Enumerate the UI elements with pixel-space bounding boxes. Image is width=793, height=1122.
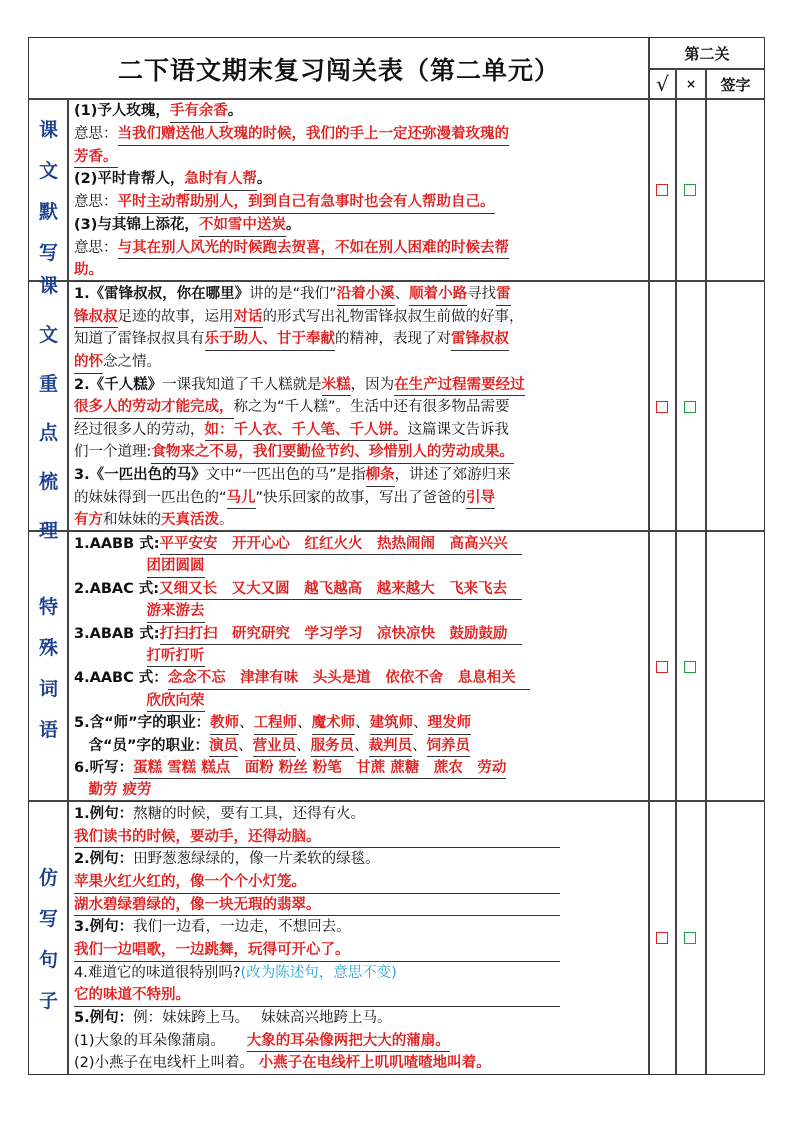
correct-checkbox[interactable] — [656, 932, 668, 944]
text-line — [74, 871, 644, 894]
wrong-checkbox[interactable] — [684, 184, 696, 196]
answer-text: 教师 — [210, 714, 239, 734]
prompt-text — [74, 603, 147, 619]
prompt-text: (2)小燕子在电线杆上叫着。 — [74, 1055, 259, 1072]
prompt-text: 例：妹妹跨上马。 妹妹高兴地跨上马。 — [133, 1009, 392, 1026]
review-table — [28, 37, 765, 1075]
check-header: √ — [656, 72, 669, 96]
text-line — [74, 555, 644, 577]
text-line — [74, 509, 644, 532]
divider — [675, 69, 677, 1074]
signature-cell[interactable] — [707, 802, 764, 1074]
answer-text: 柳条 — [366, 466, 395, 487]
answer-text: 理发师 — [428, 714, 472, 734]
text-line — [74, 533, 644, 555]
answer-text: 魔术师 — [312, 714, 356, 734]
text-line — [74, 939, 644, 962]
text-line — [74, 757, 644, 779]
prompt-text: 2.例句： — [74, 851, 134, 868]
prompt-text: 3.ABAB 式: — [74, 625, 160, 642]
prompt-text: 4.难道它的味道很特别吗? — [74, 964, 241, 981]
prompt-text: (2)平时肯帮人， — [74, 171, 185, 188]
answer-text: 急时有人帮 — [184, 170, 257, 191]
text-line — [74, 826, 644, 849]
prompt-text: 、 — [354, 737, 369, 754]
page-title: 二下语文期末复习闯关表（第二单元） — [117, 55, 560, 85]
text-line — [74, 1007, 644, 1030]
prompt-text: 5.例句： — [74, 1009, 134, 1026]
prompt-text: 田野葱葱绿绿的，像一片柔软的绿毯。 — [133, 851, 380, 868]
section-label-special-words — [29, 532, 68, 801]
answer-text: 念念不忘 津津有味 头头是道 依依不舍 息息相关 — [168, 669, 531, 689]
section-label-text — [48, 190, 49, 191]
answer-text: 大象的耳朵像两把大大的蒲扇。 — [247, 1032, 450, 1053]
answer-text: 平平安安 开开心心 红红火火 热热闹闹 高高兴兴 — [160, 535, 523, 555]
section-label-char: 理 — [38, 519, 58, 542]
answer-text: 蛋糕 雪糕 糕点 面粉 粉丝 粉笔 甘蔗 蔗糖 蔗农 劳动 — [133, 759, 506, 779]
answer-text: 手有余香 — [170, 102, 228, 123]
text-line — [74, 374, 644, 397]
wrong-checkbox[interactable] — [684, 401, 696, 413]
answer-text: 打听打听 — [147, 647, 205, 667]
prompt-text: 念之情。 — [103, 353, 161, 370]
answer-text: 马儿 — [227, 489, 256, 510]
prompt-text: ，因为 — [350, 376, 395, 393]
section-label-char: 课 — [38, 119, 58, 141]
prompt-text: 、 — [238, 737, 253, 754]
text-line — [74, 351, 644, 374]
prompt-text: (3)与其锦上添花， — [74, 216, 199, 233]
prompt-text: 文中“一匹出色的马”是指 — [205, 467, 366, 483]
text-line — [74, 645, 644, 667]
section-label-char: 重 — [38, 372, 58, 395]
answer-text: 我们读书的时候，要动手，还得动脑。 — [74, 828, 560, 849]
correct-checkbox[interactable] — [656, 184, 668, 196]
text-line — [74, 487, 644, 510]
text-line — [74, 984, 644, 1007]
text-line — [74, 690, 644, 712]
answer-text: 米糕 — [322, 376, 351, 397]
prompt-text: 。 — [219, 512, 234, 529]
prompt-text — [74, 648, 147, 664]
text-line — [74, 328, 644, 351]
answer-text: 建筑师 — [370, 714, 414, 734]
answer-text: 欣欣向荣 — [147, 692, 205, 712]
prompt-text: 讲的是“我们” — [249, 286, 337, 302]
answer-text: 勤劳 疲劳 — [89, 781, 152, 801]
text-line — [74, 916, 644, 939]
text-line — [74, 441, 644, 464]
prompt-text: 一课我知道了千人糕就是 — [162, 376, 322, 393]
signature-cell[interactable] — [707, 282, 764, 531]
text-line — [74, 168, 644, 191]
section-content-special-words — [74, 533, 644, 802]
signature-cell[interactable] — [707, 99, 764, 281]
answer-text: 很多人的劳动才能完成， — [74, 398, 234, 419]
answer-text: 顺着小路 — [409, 285, 467, 306]
prompt-text: 、 — [239, 715, 254, 732]
level-header: 第二关 — [684, 44, 730, 63]
prompt-text: ”快乐回家的故事，写出了爸爸的 — [255, 489, 467, 506]
prompt-text: 、 — [412, 737, 427, 754]
section-label-char: 仿 — [38, 867, 58, 889]
prompt-text: (1)予人玫瑰， — [74, 103, 170, 119]
prompt-text: 、 — [394, 286, 410, 302]
prompt-text: ，讲述了郊游归来 — [394, 467, 511, 483]
text-line — [74, 283, 644, 306]
text-line — [74, 735, 644, 757]
text-line — [74, 306, 644, 329]
text-line — [74, 396, 644, 419]
instruction-hint: (改为陈述句，意思不变) — [240, 964, 397, 981]
text-line — [74, 667, 644, 689]
answer-text: 不如雪中送炭 — [199, 216, 286, 237]
section-label-char: 语 — [38, 718, 58, 741]
section-label-char: 特 — [38, 595, 58, 618]
answer-text: 食物来之不易，我们要勤俭节约、珍惜别人的劳动成果。 — [151, 443, 514, 464]
prompt-text: 的精神，表现了对 — [335, 331, 451, 348]
prompt-text: 寻找 — [467, 286, 497, 302]
section-label-text — [48, 406, 49, 407]
answer-text: 团团圆圆 — [147, 557, 205, 577]
prompt-text: 熬糖的时候，要有工具，还得有火。 — [133, 806, 366, 822]
prompt-text: 。 — [285, 216, 301, 233]
answer-text: 引导 — [466, 489, 495, 510]
prompt-text: 意思： — [74, 194, 118, 210]
answer-text: 营业员 — [253, 737, 297, 757]
section-label-char: 句 — [38, 949, 58, 971]
section-label-char: 课 — [38, 274, 58, 297]
text-line — [74, 600, 644, 622]
answer-text: 裁判员 — [369, 737, 413, 757]
text-line — [74, 419, 644, 442]
prompt-text: 2.ABAC 式: — [74, 580, 160, 597]
section-label-char: 写 — [38, 908, 58, 930]
text-line — [74, 578, 644, 600]
answer-text: 雷 — [496, 285, 511, 306]
prompt-text: 的妹妹得到一匹出色的“ — [74, 489, 227, 506]
prompt-text — [74, 558, 147, 574]
correct-checkbox[interactable] — [656, 401, 668, 413]
answer-text: 助。 — [74, 261, 103, 282]
section-content-key-points — [74, 283, 644, 532]
answer-text: 沿着小溪 — [337, 285, 395, 306]
text-line — [74, 123, 644, 146]
section-label-recitation — [29, 99, 68, 281]
text-line — [74, 191, 644, 214]
text-line — [74, 1052, 644, 1075]
prompt-text — [74, 782, 89, 798]
prompt-text: 经过很多人的劳动， — [74, 421, 205, 438]
section-label-char: 梳 — [38, 470, 58, 493]
answer-text: 又细又长 又大又圆 越飞越高 越来越大 飞来飞去 — [159, 580, 522, 600]
section-content-recitation — [74, 100, 644, 282]
prompt-text: 5.含“师”字的职业： — [74, 715, 211, 732]
answer-text: 服务员 — [311, 737, 355, 757]
section-label-char: 殊 — [38, 636, 58, 659]
prompt-text: 4.AABC 式： — [74, 670, 168, 687]
answer-text: 它的味道不特别。 — [74, 986, 560, 1007]
sign-header: 签字 — [720, 75, 751, 94]
text-line — [74, 962, 644, 985]
prompt-text: 6.听写： — [74, 760, 134, 777]
text-line — [74, 803, 644, 826]
prompt-text: 知道了雷锋叔叔具有 — [74, 331, 205, 348]
text-line — [74, 848, 644, 871]
text-line — [74, 146, 644, 169]
answer-text: 锋叔叔 — [74, 308, 118, 329]
answer-text: 工程师 — [254, 714, 298, 734]
text-line — [74, 259, 644, 282]
prompt-text: (1)大象的耳朵像蒲扇。 — [74, 1032, 247, 1049]
answer-text: 在生产过程需要经过 — [394, 376, 525, 397]
answer-text: 小燕子在电线杆上叽叽喳喳地叫着。 — [259, 1054, 491, 1075]
section-label-text — [48, 666, 49, 667]
section-label-char: 词 — [38, 677, 58, 700]
prompt-text: 3.例句： — [74, 919, 134, 936]
signature-cell[interactable] — [707, 532, 764, 801]
section-label-char: 默 — [38, 201, 58, 223]
section-label-char: 写 — [38, 242, 58, 264]
section-label-char: 点 — [38, 421, 58, 444]
prompt-text: 和妹妹的 — [103, 512, 161, 529]
section-label-sentence-imitation — [29, 802, 68, 1074]
prompt-text: 含“员”字的职业： — [74, 737, 210, 754]
prompt-text: 的形式写出礼物雷锋叔叔生前做的好事， — [262, 308, 524, 325]
prompt-text: 足迹的故事，运用 — [117, 308, 234, 325]
answer-text: 打扫打扫 研究研究 学习学习 凉快凉快 鼓励鼓励 — [160, 625, 523, 645]
prompt-text: 3.《一匹出色的马》 — [74, 467, 206, 483]
answer-text: 对话 — [234, 308, 263, 329]
prompt-text: 。 — [227, 103, 243, 119]
prompt-text: 们一个道理: — [74, 444, 152, 461]
prompt-text: 1.例句： — [74, 806, 134, 822]
prompt-text: 称之为“千人糕”。生活中还有很多物品需要 — [233, 399, 510, 416]
text-line — [74, 464, 644, 487]
answer-text: 芳香。 — [74, 148, 118, 169]
correct-checkbox[interactable] — [656, 661, 668, 673]
cross-header: × — [685, 77, 697, 91]
text-line — [74, 623, 644, 645]
answer-text: 天真活泼 — [161, 511, 219, 532]
answer-text: 湖水碧绿碧绿的，像一块无瑕的翡翠。 — [74, 896, 560, 917]
answer-text: 雷锋叔叔 — [451, 330, 509, 351]
answer-text: 游来游去 — [147, 602, 205, 622]
section-label-char: 文 — [38, 323, 58, 346]
answer-text: 当我们赠送他人玫瑰的时候，我们的手上一定还弥漫着玫瑰的 — [118, 125, 510, 146]
prompt-text: 1.《雷锋叔叔，你在哪里》 — [74, 286, 250, 302]
prompt-text: 我们一边看，一边走，不想回去。 — [133, 919, 351, 936]
prompt-text: 、 — [296, 737, 311, 754]
answer-text: 苹果火红火红的，像一个个小灯笼。 — [74, 873, 560, 894]
prompt-text: 这篇课文告诉我 — [407, 421, 509, 438]
text-line — [74, 100, 644, 123]
prompt-text: 、 — [413, 715, 428, 732]
prompt-text: 1.AABB 式: — [74, 536, 160, 552]
divider — [648, 38, 650, 1074]
answer-text: 乐于助人、甘于奉献 — [205, 330, 336, 351]
text-line — [74, 712, 644, 734]
section-label-key-points — [29, 274, 68, 542]
text-line — [74, 237, 644, 260]
text-line — [74, 894, 644, 917]
prompt-text: 意思： — [74, 125, 118, 142]
section-label-char: 文 — [38, 160, 58, 182]
answer-text: 如：千人衣、千人笔、千人饼。 — [205, 421, 408, 442]
section-label-text — [48, 938, 49, 939]
prompt-text: 。 — [256, 171, 272, 188]
prompt-text: 意思： — [74, 239, 118, 256]
prompt-text: 、 — [355, 715, 370, 732]
wrong-checkbox[interactable] — [684, 661, 696, 673]
answer-text: 与其在别人风光的时候跑去贺喜，不如在别人困难的时候去帮 — [118, 239, 510, 260]
text-line — [74, 214, 644, 237]
text-line — [74, 779, 644, 801]
answer-text: 平时主动帮助别人，到到自己有急事时也会有人帮助自己。 — [118, 193, 495, 214]
section-content-sentence-imitation — [74, 803, 644, 1075]
divider — [648, 68, 765, 70]
answer-text: 的怀 — [74, 353, 103, 374]
answer-text: 我们一边唱歌，一边跳舞，玩得可开心了。 — [74, 941, 560, 962]
prompt-text: 2.《千人糕》 — [74, 376, 163, 393]
wrong-checkbox[interactable] — [684, 932, 696, 944]
answer-text: 饲养员 — [427, 737, 471, 757]
answer-text: 演员 — [209, 737, 238, 757]
text-line — [74, 1030, 644, 1053]
section-label-char: 子 — [38, 990, 58, 1012]
prompt-text: 、 — [297, 715, 312, 732]
prompt-text — [74, 693, 147, 709]
answer-text: 有方 — [74, 511, 103, 532]
